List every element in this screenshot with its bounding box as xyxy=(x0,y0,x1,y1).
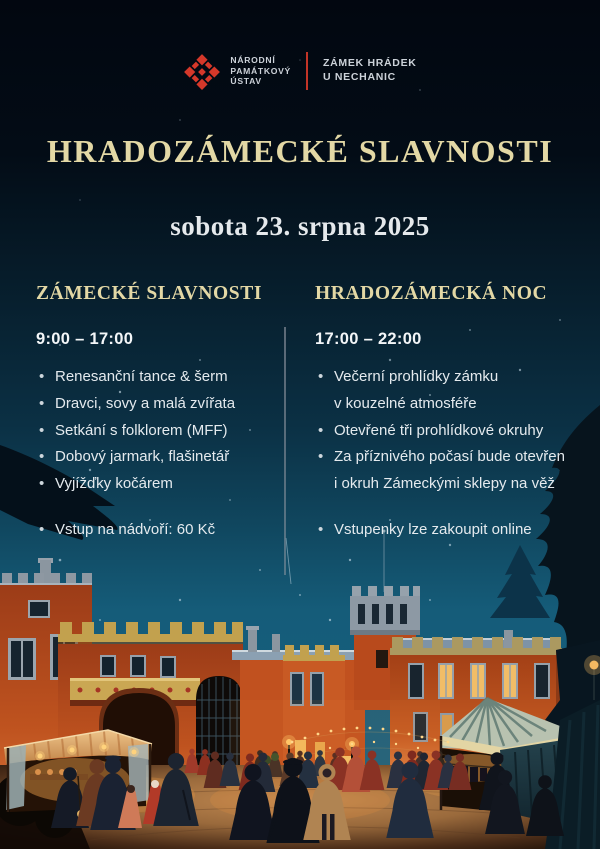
list-item: • Večerní prohlídky zámku xyxy=(315,364,577,391)
program-column-day xyxy=(36,283,284,544)
admission-note: • Vstup na nádvoří: 60 Kč xyxy=(36,517,284,544)
institute-name xyxy=(230,55,291,87)
column-time: 17:00 – 22:00 xyxy=(315,330,422,348)
column-heading: ZÁMECKÉ SLAVNOSTI xyxy=(36,283,263,304)
venue-line: U NECHANIC xyxy=(323,71,396,83)
list-item: i okruh Zámeckými sklepy na věž xyxy=(334,475,555,493)
list-item: • Otevřené tři prohlídkové okruhy xyxy=(315,418,577,445)
institute-line: NÁRODNÍ xyxy=(230,54,276,65)
header-logos xyxy=(0,52,600,90)
event-date: sobota 23. srpna 2025 xyxy=(170,211,430,241)
list-item: • Renesanční tance & šerm xyxy=(36,364,284,391)
institute-line: PAMÁTKOVÝ xyxy=(230,65,291,76)
venue-name xyxy=(323,57,417,84)
tickets-note: • Vstupenky lze zakoupit online xyxy=(315,517,577,544)
list-item: • Setkání s folklorem (MFF) xyxy=(36,418,284,445)
poster-title: HRADOZÁMECKÉ SLAVNOSTI xyxy=(46,133,554,169)
column-heading: HRADOZÁMECKÁ NOC xyxy=(315,283,548,304)
event-list xyxy=(315,364,577,498)
column-time: 9:00 – 17:00 xyxy=(36,330,134,348)
program-column-night xyxy=(315,283,577,544)
column-divider xyxy=(284,327,286,575)
venue-line: ZÁMEK HRÁDEK xyxy=(323,57,417,70)
event-list xyxy=(36,364,284,498)
list-item: • Vyjížďky kočárem xyxy=(36,471,284,498)
list-item: • Za příznivého počasí bude otevřen xyxy=(315,444,577,471)
logo-divider xyxy=(306,52,308,90)
npu-logo-icon xyxy=(183,52,221,90)
institute-line: ÚSTAV xyxy=(230,76,262,87)
list-item: • Dobový jarmark, flašinetář xyxy=(36,444,284,471)
list-item: v kouzelné atmosféře xyxy=(334,394,477,412)
list-item: • Dravci, sovy a malá zvířata xyxy=(36,391,284,418)
